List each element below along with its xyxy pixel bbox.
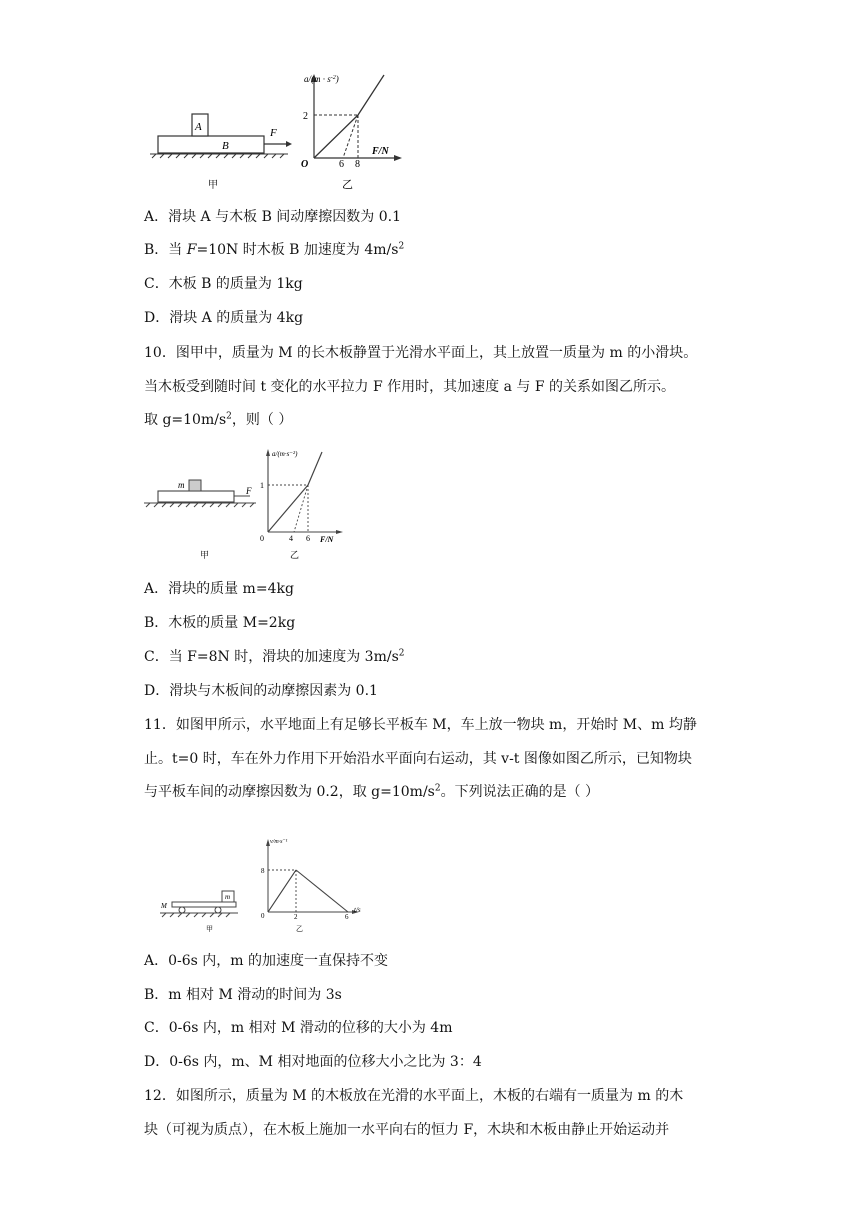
- caption-right: 乙: [342, 179, 353, 191]
- origin-label: O: [301, 159, 309, 170]
- origin-label: 0: [261, 912, 265, 920]
- axis-x-label: F/N: [320, 535, 334, 544]
- graph-line-fall: [296, 870, 348, 912]
- q11-option-b: B．m 相对 M 滑动的时间为 3s: [144, 987, 342, 1003]
- axis-x-label: F/N: [372, 146, 389, 157]
- q9-option-c: C．木板 B 的质量为 1kg: [144, 276, 303, 292]
- axis-y-label: $a/(m \cdot s^{-2})$: [304, 74, 339, 84]
- graph-line-1: [268, 485, 308, 532]
- q12-line-2: 块（可视为质点），在木板上施加一水平向右的恒力 F，木块和木板由静止开始运动并: [144, 1122, 670, 1138]
- label-m-big: M: [161, 902, 167, 910]
- board: [158, 491, 234, 502]
- q9-option-d: D．滑块 A 的质量为 4kg: [144, 310, 304, 326]
- label-a: A: [195, 121, 202, 133]
- q11-option-a: A．0-6s 内，m 的加速度一直保持不变: [144, 953, 389, 969]
- graph-line-1: [314, 115, 358, 158]
- axis-x-label: t/s: [354, 906, 361, 914]
- ground-hatching: [150, 154, 288, 158]
- caption-left: 甲: [200, 550, 210, 560]
- tick-y-8: 8: [261, 867, 265, 875]
- caption-right: 乙: [296, 925, 303, 933]
- caption-left: 甲: [206, 925, 213, 933]
- figure-q11: [158, 834, 368, 934]
- cart-board: [172, 902, 236, 907]
- q12-line-1: 12．如图所示，质量为 M 的木板放在光滑的水平面上，木板的右端有一质量为 m 的木: [144, 1088, 684, 1104]
- wheel-left: [179, 907, 185, 913]
- origin-label: 0: [260, 534, 264, 543]
- tick-x-8: 8: [355, 159, 360, 170]
- board-b: [158, 136, 264, 153]
- q11-option-d: D．0-6s 内，m、M 相对地面的位移大小之比为 3：4: [144, 1054, 482, 1070]
- tick-x-6: 6: [306, 534, 310, 543]
- label-b: B: [222, 140, 229, 152]
- q9-option-a: A．滑块 A 与木板 B 间动摩擦因数为 0.1: [144, 209, 402, 225]
- graph-line-2: [308, 452, 322, 485]
- tick-y-1: 1: [260, 481, 264, 490]
- graph-q10: [260, 449, 343, 544]
- label-f: F: [270, 127, 277, 139]
- tick-y-2: 2: [303, 111, 308, 122]
- q11-line-2: 止。t=0 时，车在外力作用下开始沿水平面向右运动，其 v-t 图像如图乙所示，已知物块: [144, 751, 692, 767]
- figure-q9: [140, 70, 430, 195]
- figure-q10: [140, 446, 380, 564]
- q10-line-1: 10．图甲中，质量为 M 的长木板静置于光滑水平面上，其上放置一质量为 m 的小滑块。: [144, 345, 698, 361]
- axis-y-label: a/(m·s⁻²): [272, 450, 298, 458]
- q10-option-c: C．当 F=8N 时，滑块的加速度为 $3m/s^2$: [144, 648, 405, 665]
- label-f: F: [246, 486, 252, 496]
- q10-option-d: D．滑块与木板间的动摩擦因素为 0.1: [144, 683, 378, 699]
- caption-right: 乙: [290, 550, 300, 560]
- q9-option-b: B．当 F=10N 时木板 B 加速度为 $4m/s^2$: [144, 241, 405, 258]
- tick-x-6: 6: [339, 159, 344, 170]
- ground-hatching: [160, 913, 238, 917]
- wheel-right: [215, 907, 221, 913]
- label-m: m: [178, 480, 185, 490]
- q10-line-3: 取 $g=10m/s^2$，则（ ）: [144, 411, 293, 428]
- block-m: [189, 480, 201, 491]
- q11-line-3: 与平板车间的动摩擦因数为 0.2，取 $g=10m/s^2$。下列说法正确的是（ ）: [144, 783, 600, 800]
- caption-left: 甲: [208, 180, 218, 191]
- ground-hatching: [144, 503, 256, 507]
- tick-x-2: 2: [294, 913, 298, 921]
- q11-line-1: 11．如图甲所示，水平地面上有足够长平板车 M，车上放一物块 m，开始时 M、m 均静: [144, 717, 697, 733]
- q11-option-c: C．0-6s 内，m 相对 M 滑动的位移的大小为 4m: [144, 1020, 453, 1036]
- q10-option-a: A．滑块的质量 m=4kg: [144, 581, 294, 597]
- graph-line-2: [358, 75, 384, 115]
- tick-x-4: 4: [289, 534, 293, 543]
- q10-line-2: 当木板受到随时间 t 变化的水平拉力 F 作用时，其加速度 a 与 F 的关系如图乙所示。: [144, 379, 675, 395]
- tick-x-6: 6: [345, 913, 349, 921]
- graph-q11: [261, 839, 361, 921]
- q10-option-b: B．木板的质量 M=2kg: [144, 615, 296, 631]
- label-m-small: m: [225, 893, 231, 901]
- force-arrow-head: [286, 141, 292, 147]
- graph-line-m: [268, 870, 296, 912]
- graph-q9: [301, 74, 402, 170]
- axis-y-label: v/m·s⁻¹: [270, 839, 288, 845]
